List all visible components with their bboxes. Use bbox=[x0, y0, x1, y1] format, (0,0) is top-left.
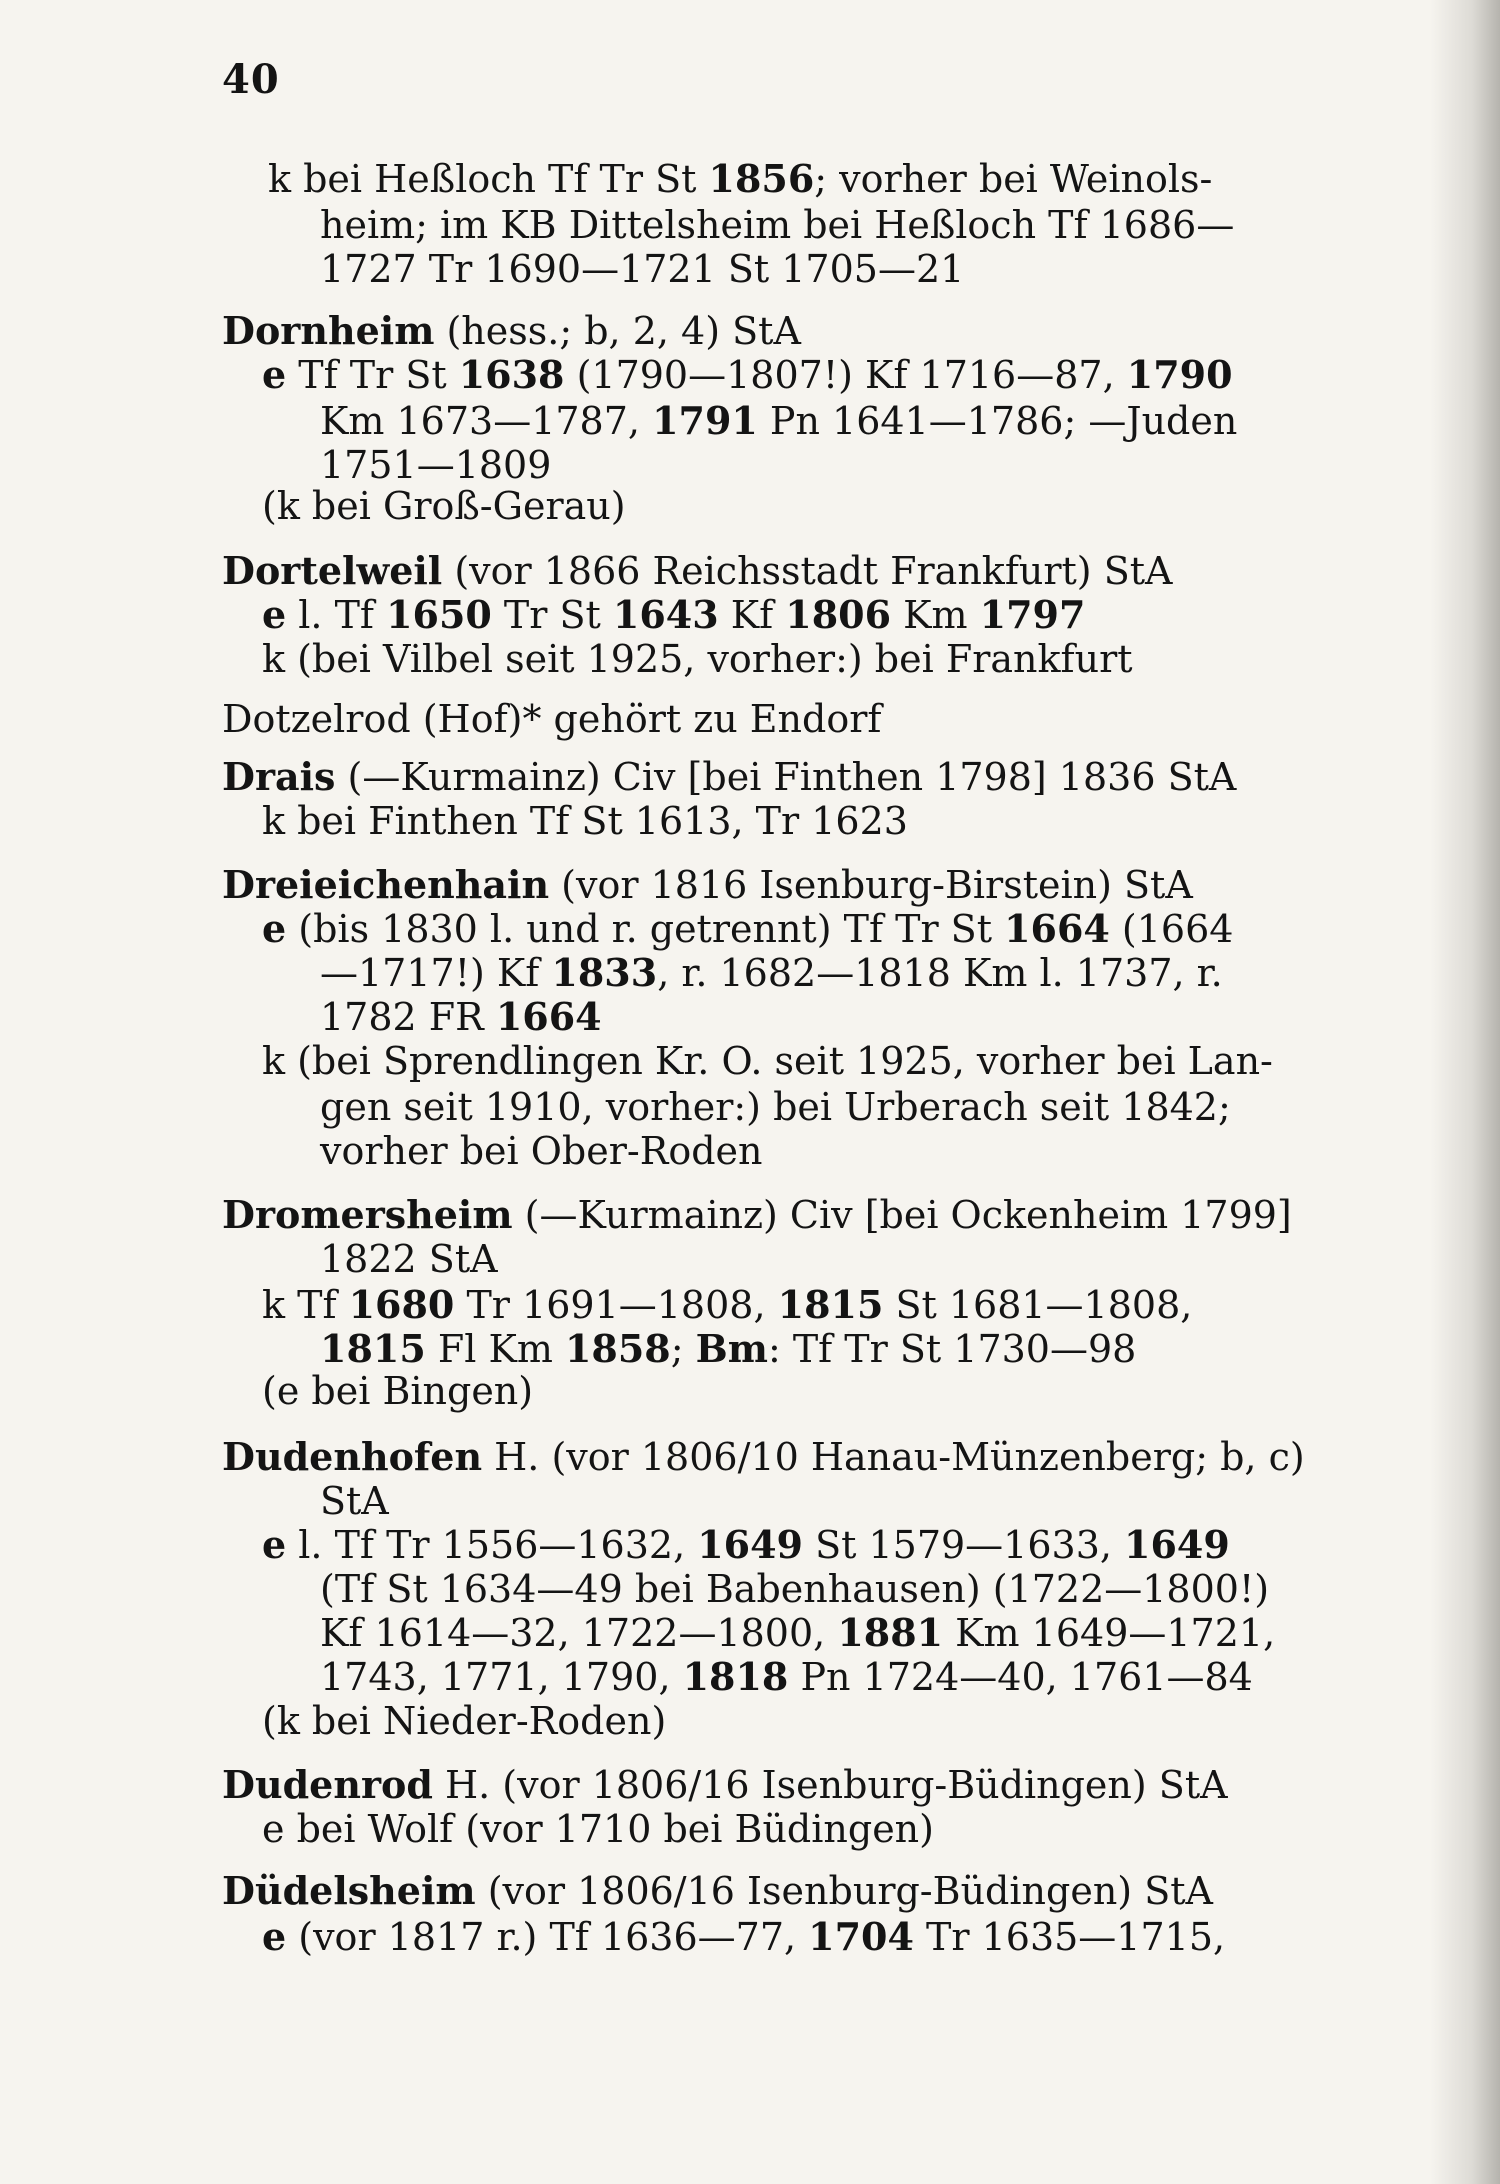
bold-term: 1790 bbox=[1126, 352, 1233, 397]
text-segment: St 1579—1633, bbox=[803, 1523, 1125, 1567]
text-line bbox=[320, 1567, 1270, 1611]
text-line bbox=[320, 1085, 1231, 1129]
bold-term: 1797 bbox=[979, 592, 1086, 637]
text-line bbox=[262, 1039, 1273, 1083]
text-line bbox=[262, 637, 1133, 681]
text-segment: Fl Km bbox=[425, 1327, 565, 1371]
bold-term: e bbox=[262, 906, 287, 951]
bold-term: 1664 bbox=[495, 994, 602, 1039]
bold-term: 1806 bbox=[785, 592, 892, 637]
text-segment: (bis 1830 l. und r. getrennt) Tf Tr St bbox=[286, 907, 1005, 951]
bold-term: Bm bbox=[695, 1326, 768, 1371]
bold-term: 1664 bbox=[1004, 906, 1110, 951]
text-segment: Tf Tr St bbox=[286, 353, 459, 397]
text-line bbox=[222, 1434, 1305, 1479]
text-segment: e bei Wolf (vor 1710 bei Büdingen) bbox=[262, 1807, 934, 1851]
text-segment: k Tf bbox=[262, 1283, 349, 1327]
text-line bbox=[262, 484, 626, 528]
text-segment: (Tf St 1634—49 bei Babenhausen) (1722—1800!) bbox=[320, 1567, 1270, 1611]
bold-term: e bbox=[262, 1914, 287, 1959]
text-line bbox=[320, 1237, 498, 1281]
text-segment: Tr St bbox=[491, 593, 613, 637]
text-line bbox=[320, 247, 965, 291]
text-segment: (vor 1806/16 Isenburg-Büdingen) StA bbox=[475, 1869, 1213, 1913]
bold-term: 1858 bbox=[564, 1326, 671, 1371]
text-line bbox=[262, 1369, 534, 1413]
page-edge-shadow bbox=[1430, 0, 1500, 2184]
text-segment: (k bei Nieder-Roden) bbox=[262, 1699, 667, 1743]
text-segment: Km 1673—1787, bbox=[320, 399, 653, 443]
text-segment: (e bei Bingen) bbox=[262, 1369, 534, 1413]
text-segment: : Tf Tr St 1730—98 bbox=[767, 1327, 1137, 1371]
text-segment: Tr 1691—1808, bbox=[454, 1283, 778, 1327]
text-segment: l. Tf bbox=[286, 593, 387, 637]
text-line bbox=[320, 203, 1235, 247]
text-line bbox=[262, 592, 1086, 637]
bold-term: Düdelsheim bbox=[222, 1868, 476, 1913]
text-segment: (1790—1807!) Kf 1716—87, bbox=[564, 353, 1127, 397]
text-line bbox=[262, 1807, 934, 1851]
text-segment: Dotzelrod (Hof)* gehört zu Endorf bbox=[222, 697, 882, 741]
bold-term: 1704 bbox=[808, 1914, 914, 1959]
bold-term: Dornheim bbox=[222, 308, 435, 353]
bold-term: 1833 bbox=[551, 950, 658, 995]
text-segment: 1743, 1771, 1790, bbox=[320, 1655, 683, 1699]
text-line bbox=[222, 862, 1193, 907]
text-line bbox=[222, 1762, 1228, 1807]
text-line bbox=[262, 799, 908, 843]
text-segment: 1727 Tr 1690—1721 St 1705—21 bbox=[320, 247, 965, 291]
text-line bbox=[222, 1192, 1292, 1237]
text-segment: Km 1649—1721, bbox=[943, 1611, 1276, 1655]
text-segment: gen seit 1910, vorher:) bei Urberach seit 1842; bbox=[320, 1085, 1231, 1129]
text-segment: 1751—1809 bbox=[320, 443, 552, 487]
text-segment: (hess.; b, 2, 4) StA bbox=[434, 309, 801, 353]
text-line bbox=[222, 308, 801, 353]
bold-term: Dudenrod bbox=[222, 1762, 433, 1807]
text-segment: Kf bbox=[718, 593, 786, 637]
bold-term: 1649 bbox=[697, 1522, 803, 1567]
text-segment: (vor 1866 Reichsstadt Frankfurt) StA bbox=[442, 549, 1173, 593]
text-segment: k (bei Sprendlingen Kr. O. seit 1925, vorher bei Lan- bbox=[262, 1039, 1273, 1083]
text-line bbox=[262, 352, 1233, 397]
text-segment: l. Tf Tr 1556—1632, bbox=[286, 1523, 698, 1567]
text-segment: vorher bei Ober-Roden bbox=[320, 1129, 763, 1173]
text-segment: (vor 1816 Isenburg-Birstein) StA bbox=[549, 863, 1193, 907]
text-line bbox=[320, 1610, 1276, 1655]
bold-term: 1815 bbox=[320, 1326, 426, 1371]
text-line bbox=[262, 1522, 1230, 1567]
text-segment: 1822 StA bbox=[320, 1237, 498, 1281]
text-segment: (k bei Groß-Gerau) bbox=[262, 484, 626, 528]
text-segment: —1717!) Kf bbox=[320, 951, 552, 995]
bold-term: 1818 bbox=[682, 1654, 789, 1699]
text-line bbox=[222, 1868, 1213, 1913]
bold-term: e bbox=[262, 592, 287, 637]
bold-term: Dreieichenhain bbox=[222, 862, 550, 907]
text-segment: ; bbox=[670, 1327, 696, 1371]
text-segment: 1782 FR bbox=[320, 995, 496, 1039]
text-line bbox=[320, 1129, 763, 1173]
text-line bbox=[268, 156, 1213, 201]
text-segment: Pn 1724—40, 1761—84 bbox=[788, 1655, 1253, 1699]
text-segment: , r. 1682—1818 Km l. 1737, r. bbox=[657, 951, 1223, 995]
bold-term: 1649 bbox=[1124, 1522, 1230, 1567]
bold-term: 1650 bbox=[386, 592, 492, 637]
text-segment: (—Kurmainz) Civ [bei Finthen 1798] 1836 StA bbox=[335, 755, 1237, 799]
page-number: 40 bbox=[222, 56, 280, 103]
text-line bbox=[262, 906, 1234, 951]
text-line bbox=[262, 1914, 1226, 1959]
bold-term: 1791 bbox=[652, 398, 758, 443]
bold-term: 1856 bbox=[708, 156, 815, 201]
bold-term: Dromersheim bbox=[222, 1192, 513, 1237]
text-segment: heim; im KB Dittelsheim bei Heßloch Tf 1686— bbox=[320, 203, 1235, 247]
bold-term: 1881 bbox=[837, 1610, 944, 1655]
text-segment: (—Kurmainz) Civ [bei Ockenheim 1799] bbox=[512, 1193, 1292, 1237]
text-segment: Pn 1641—1786; —Juden bbox=[757, 399, 1238, 443]
text-line bbox=[222, 697, 882, 741]
text-line bbox=[262, 1282, 1193, 1327]
bold-term: e bbox=[262, 352, 287, 397]
text-segment: ; vorher bei Weinols- bbox=[814, 157, 1213, 201]
text-segment: (1664 bbox=[1109, 907, 1234, 951]
text-segment: Tr 1635—1715, bbox=[913, 1915, 1226, 1959]
text-line bbox=[320, 994, 602, 1039]
text-line bbox=[222, 754, 1237, 799]
text-line bbox=[320, 1479, 389, 1523]
text-line bbox=[320, 1326, 1137, 1371]
text-segment: Kf 1614—32, 1722—1800, bbox=[320, 1611, 838, 1655]
text-line bbox=[262, 1699, 667, 1743]
text-segment: k bei Finthen Tf St 1613, Tr 1623 bbox=[262, 799, 908, 843]
bold-term: Drais bbox=[222, 754, 336, 799]
bold-term: 1815 bbox=[777, 1282, 884, 1327]
bold-term: 1643 bbox=[612, 592, 719, 637]
bold-term: 1680 bbox=[348, 1282, 455, 1327]
bold-term: e bbox=[262, 1522, 287, 1567]
text-line bbox=[320, 443, 552, 487]
text-segment: k (bei Vilbel seit 1925, vorher:) bei Frankfurt bbox=[262, 637, 1133, 681]
text-segment: (vor 1817 r.) Tf 1636—77, bbox=[286, 1915, 809, 1959]
text-line bbox=[320, 950, 1223, 995]
text-segment: H. (vor 1806/16 Isenburg-Büdingen) StA bbox=[432, 1763, 1228, 1807]
text-segment: St 1681—1808, bbox=[883, 1283, 1193, 1327]
bold-term: Dudenhofen bbox=[222, 1434, 483, 1479]
text-line bbox=[222, 548, 1173, 593]
text-segment: H. (vor 1806/10 Hanau-Münzenberg; b, c) bbox=[482, 1435, 1305, 1479]
text-segment: Km bbox=[891, 593, 980, 637]
bold-term: 1638 bbox=[458, 352, 565, 397]
text-segment: StA bbox=[320, 1479, 389, 1523]
text-segment: k bei Heßloch Tf Tr St bbox=[268, 157, 709, 201]
text-line bbox=[320, 1654, 1253, 1699]
bold-term: Dortelweil bbox=[222, 548, 443, 593]
text-line bbox=[320, 398, 1238, 443]
